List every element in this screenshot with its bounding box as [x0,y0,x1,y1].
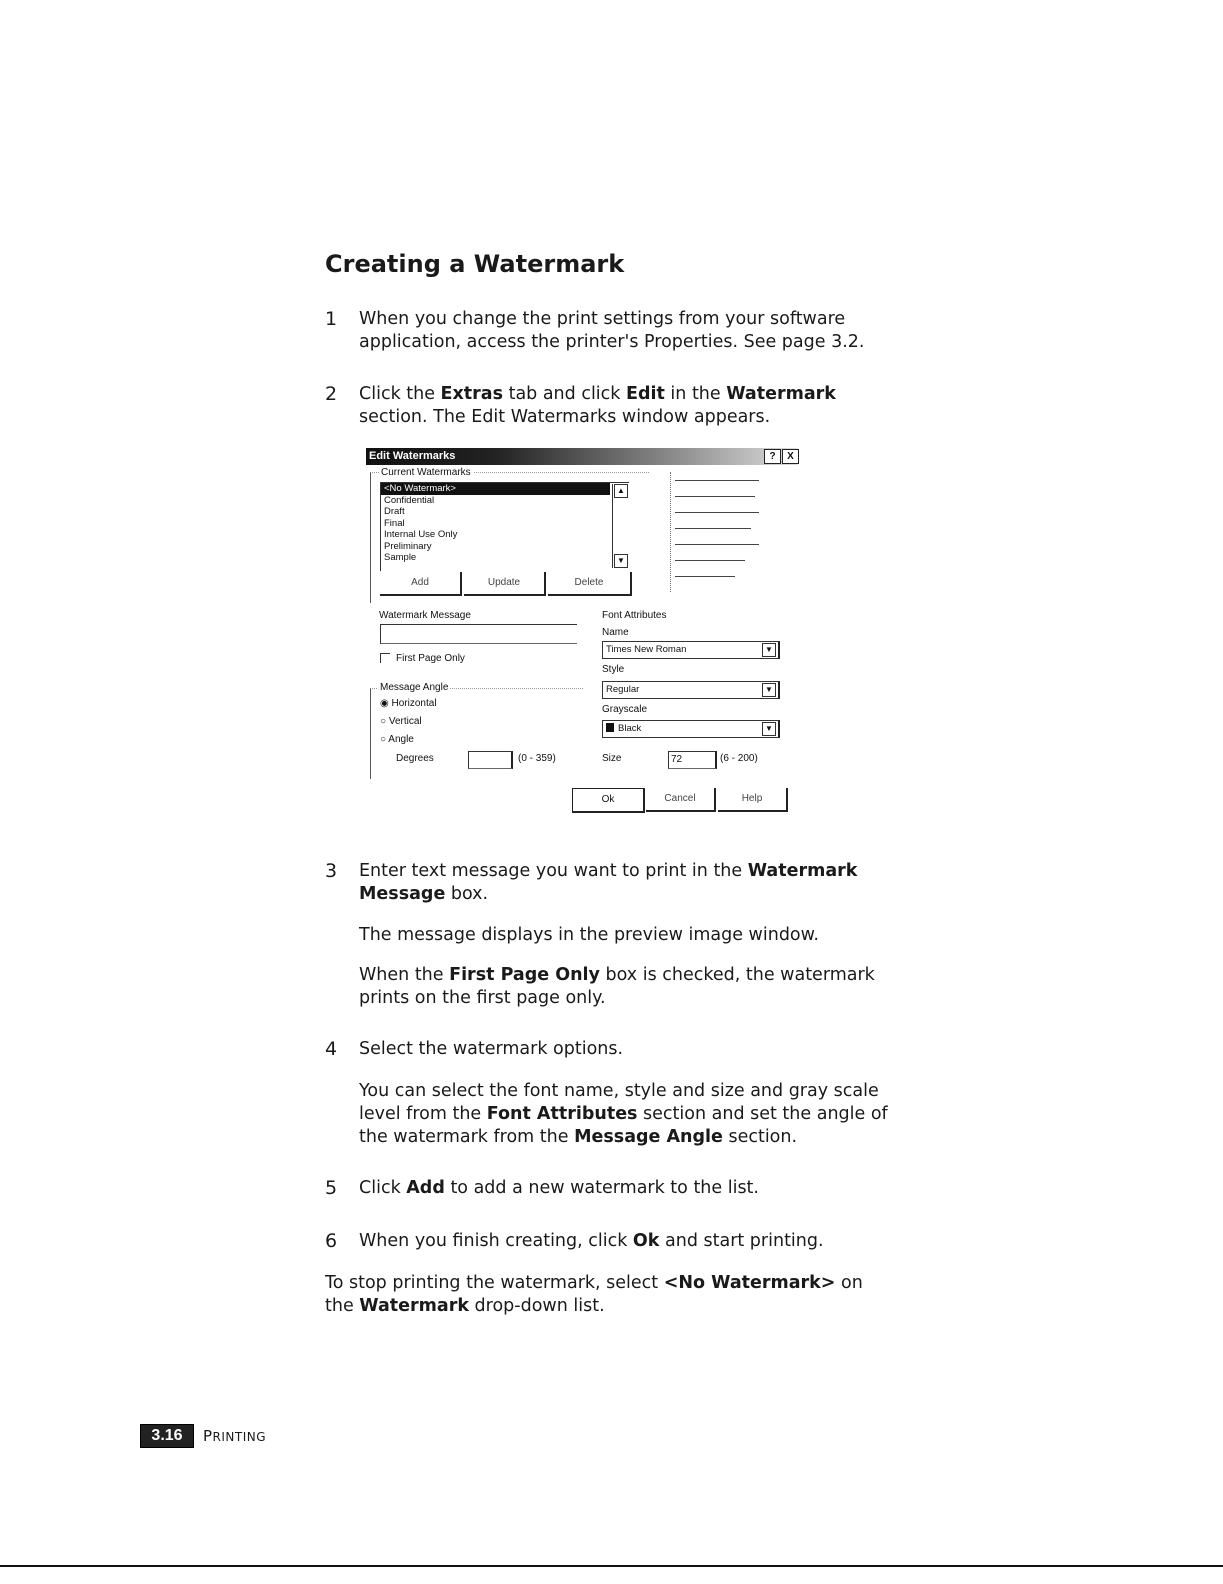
add-button[interactable]: Add [380,572,462,596]
step-3 [325,860,905,906]
step-number: 5 [325,1177,338,1199]
step-text: When you change the print settings from your software application, access the printer's Properties. See page 3.2. [359,309,865,352]
step-5 [325,1177,905,1200]
step-text: Enter text message you want to print in the Watermark Message box. [359,861,858,904]
update-button[interactable]: Update [464,572,546,596]
list-item[interactable]: Preliminary [384,540,432,552]
help-button[interactable]: Help [718,788,788,812]
list-item[interactable]: <No Watermark> [381,483,610,495]
style-label: Style [602,664,625,675]
step-4 [325,1038,905,1061]
list-scrollbar[interactable] [612,484,627,568]
paragraph: When the First Page Only box is checked, the watermark prints on the first page only. [359,965,875,1008]
font-name-select[interactable]: Times New Roman ▼ [602,641,780,659]
watermark-preview [670,472,763,592]
step-number: 1 [325,308,338,330]
help-icon[interactable]: ? [764,449,781,464]
step-number: 3 [325,860,338,882]
first-page-only-checkbox[interactable] [380,653,390,663]
size-range: (6 - 200) [720,753,758,764]
closing-note: To stop printing the watermark, select <No Watermark> on the Watermark drop-down list. [325,1273,863,1316]
chevron-down-icon[interactable]: ▼ [762,643,776,657]
watermark-message-label: Watermark Message [379,610,471,621]
dialog-titlebar [366,448,798,465]
scroll-up-icon[interactable]: ▲ [614,484,628,498]
step-1 [325,308,905,354]
delete-button[interactable]: Delete [548,572,632,596]
step-text: When you finish creating, click Ok and start printing. [359,1231,824,1251]
paragraph: You can select the font name, style and size and gray scale level from the Font Attributes section and set the angle of the watermark from the Message Angle section. [359,1081,888,1147]
page-heading: Creating a Watermark [325,250,625,278]
list-item[interactable]: Internal Use Only [384,529,458,540]
watermark-message-input[interactable] [380,624,577,644]
scroll-down-icon[interactable]: ▼ [614,554,628,568]
radio-vertical[interactable]: ○ Vertical [380,716,422,727]
step-number: 2 [325,383,338,405]
chevron-down-icon[interactable]: ▼ [762,683,776,697]
step-2 [325,383,905,429]
chevron-down-icon[interactable]: ▼ [762,722,776,736]
size-stepper[interactable]: 72 [668,751,717,769]
name-label: Name [602,627,629,638]
color-swatch [606,723,614,732]
step-text: Click the Extras tab and click Edit in the Watermark section. The Edit Watermarks window appears. [359,384,836,427]
paragraph: The message displays in the preview image window. [359,925,819,945]
step-text: Select the watermark options. [359,1039,624,1059]
font-style-select[interactable]: Regular ▼ [602,681,780,699]
dialog-title: Edit Watermarks [369,450,456,462]
step-text: Click Add to add a new watermark to the list. [359,1178,759,1198]
step-6 [325,1230,905,1253]
grayscale-label: Grayscale [602,704,648,715]
degrees-label: Degrees [396,753,434,764]
edit-watermarks-dialog [366,448,804,826]
grayscale-select[interactable]: Black ▼ [602,720,780,738]
degrees-stepper[interactable] [468,751,513,769]
current-watermarks-label: Current Watermarks [381,467,471,478]
section-label: PRINTING [203,1427,267,1445]
ok-button[interactable]: Ok [572,788,645,813]
list-item[interactable]: Final [384,517,405,529]
first-page-only-label: First Page Only [396,653,465,664]
list-item[interactable]: Confidential [384,494,435,506]
step-number: 6 [325,1230,338,1252]
page-number-badge: 3.16 [140,1424,194,1448]
cancel-button[interactable]: Cancel [646,788,716,812]
watermark-listbox[interactable] [380,482,629,571]
list-item[interactable]: Draft [384,506,405,517]
font-attributes-label: Font Attributes [602,610,667,621]
radio-angle[interactable]: ○ Angle [380,734,414,745]
message-angle-label: Message Angle [380,682,449,693]
size-label: Size [602,753,622,764]
degrees-range: (0 - 359) [518,753,556,764]
step-number: 4 [325,1038,338,1060]
close-icon[interactable]: X [782,449,799,464]
list-item[interactable]: Sample [384,552,417,563]
radio-horizontal[interactable]: ◉ Horizontal [380,698,437,709]
page-divider [0,1565,1223,1567]
